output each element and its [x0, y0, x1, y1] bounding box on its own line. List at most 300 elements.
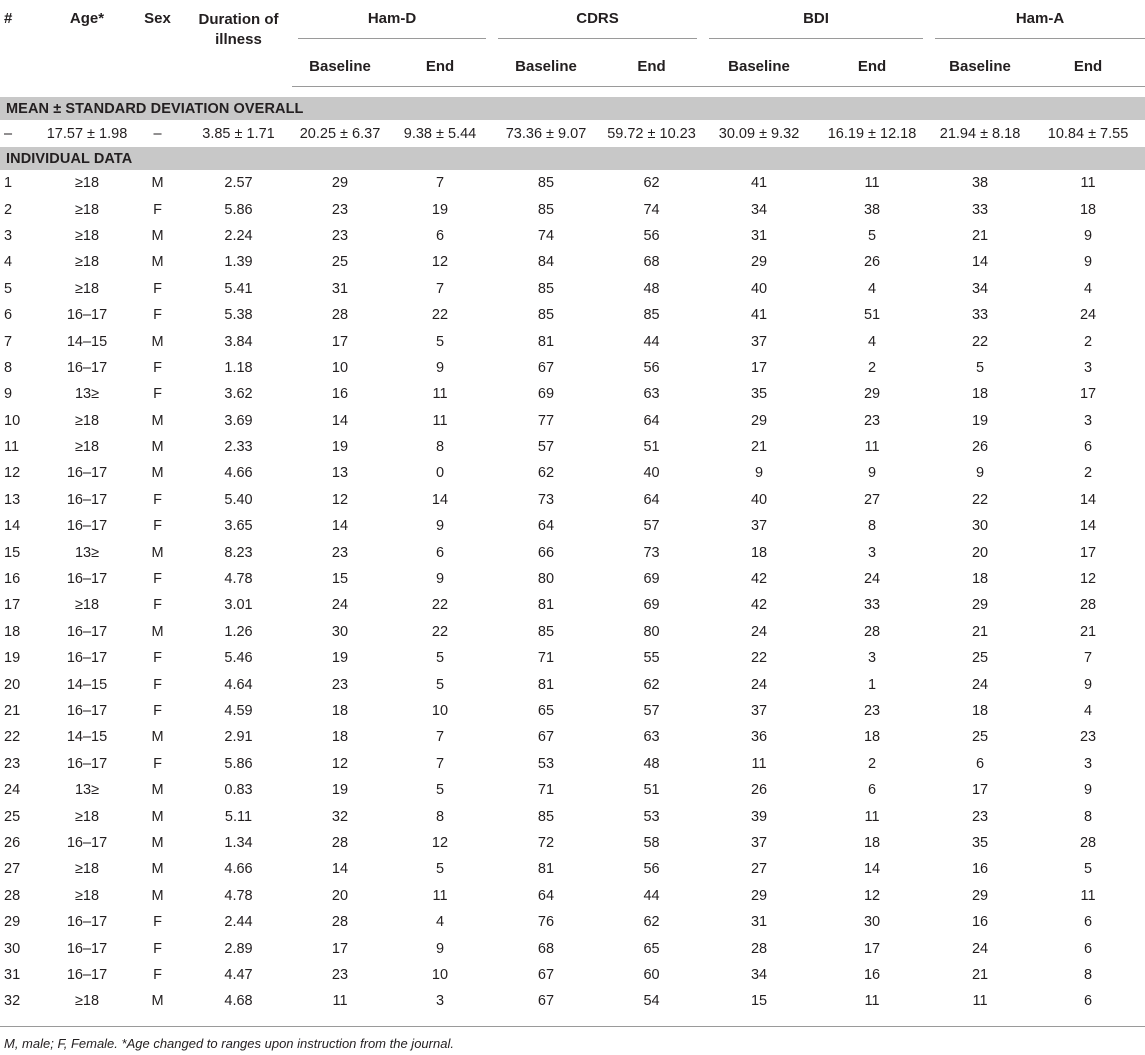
table-cell: 31: [4, 966, 21, 983]
table-cell: M: [151, 439, 164, 456]
table-bottom-rule: [0, 1026, 1145, 1027]
table-cell: 38: [863, 201, 881, 218]
table-cell: 11: [4, 439, 20, 456]
table-cell: 11: [864, 993, 880, 1010]
table-cell: 5.41: [224, 280, 253, 297]
table-cell: 14: [1079, 518, 1097, 535]
table-cell: 17: [971, 782, 989, 799]
table-row: [0, 935, 1145, 961]
table-cell: 16–17: [66, 307, 108, 324]
table-cell: F: [153, 280, 162, 297]
table-cell: 77: [537, 412, 555, 429]
table-cell: M: [151, 861, 164, 878]
table-cell: 22: [750, 650, 768, 667]
table-cell: 25: [971, 650, 989, 667]
table-cell: 4.66: [224, 465, 253, 482]
table-cell: 35: [750, 386, 768, 403]
table-cell: 44: [643, 333, 660, 350]
table-cell: 6: [435, 544, 445, 561]
table-cell: 16–17: [66, 834, 108, 851]
table-cell: 5.11: [224, 808, 253, 825]
table-cell: 19: [331, 439, 349, 456]
table-cell: 9: [975, 465, 985, 482]
table-cell: ≥18: [74, 861, 100, 878]
header-end: End: [600, 46, 703, 87]
table-cell: 76: [537, 914, 555, 931]
table-cell: 2.57: [224, 175, 253, 192]
header-group-cdrs: [492, 0, 703, 46]
table-cell: 3.65: [224, 518, 253, 535]
table-cell: 57: [643, 518, 660, 535]
table-cell: ≥18: [74, 412, 100, 429]
table-cell: 29: [971, 887, 989, 904]
table-cell: 62: [643, 175, 660, 192]
table-cell: 71: [537, 782, 555, 799]
table-cell: 13≥: [74, 782, 100, 799]
table-cell: 51: [643, 439, 660, 456]
table-cell: 66: [537, 544, 555, 561]
header-age: Age*: [69, 10, 105, 27]
table-row: [0, 170, 1145, 196]
table-cell: 2.24: [224, 227, 253, 244]
table-row: [0, 249, 1145, 275]
table-cell: F: [153, 755, 162, 772]
mean-row: [0, 120, 1145, 147]
table-cell: 51: [643, 782, 660, 799]
table-cell: 81: [537, 861, 555, 878]
table-cell: 30: [863, 914, 881, 931]
table-row: [0, 962, 1145, 988]
table-cell: 12: [1079, 571, 1097, 588]
table-cell: 30: [331, 623, 349, 640]
table-cell: M: [151, 782, 164, 799]
table-cell: 28: [331, 914, 349, 931]
table-cell: 4.78: [224, 571, 253, 588]
table-cell: 14: [331, 861, 349, 878]
table-cell: 16–17: [66, 914, 108, 931]
table-cell: 63: [643, 386, 660, 403]
table-row: [0, 619, 1145, 645]
table-cell: 69: [643, 571, 660, 588]
table-row: [0, 223, 1145, 249]
header-sex: Sex: [144, 10, 171, 27]
table-cell: 11: [332, 993, 348, 1010]
table-cell: 29: [863, 386, 881, 403]
table-cell: 0: [435, 465, 445, 482]
table-cell: 9: [435, 940, 445, 957]
table-cell: 19: [971, 412, 989, 429]
table-cell: M: [151, 254, 164, 271]
table-cell: 40: [643, 465, 660, 482]
table-cell: 36: [750, 729, 768, 746]
mean-cell: 21.94 ± 8.18: [939, 125, 1021, 142]
table-cell: 67: [537, 729, 555, 746]
table-cell: 85: [537, 623, 555, 640]
table-cell: 64: [643, 412, 660, 429]
table-row: [0, 592, 1145, 618]
table-cell: 32: [331, 808, 349, 825]
table-cell: 11: [864, 439, 880, 456]
table-cell: 9: [4, 386, 13, 403]
table-cell: 5: [1083, 861, 1093, 878]
table-cell: 1: [867, 676, 877, 693]
table-cell: 37: [750, 518, 768, 535]
table-cell: 29: [750, 254, 768, 271]
table-cell: 3.69: [224, 412, 253, 429]
table-cell: 9: [1083, 782, 1093, 799]
table-cell: 2: [867, 755, 877, 772]
table-cell: 80: [537, 571, 555, 588]
table-cell: 14: [4, 518, 21, 535]
table-cell: 18: [4, 623, 21, 640]
table-cell: 4: [1083, 280, 1093, 297]
table-cell: 23: [331, 227, 349, 244]
table-cell: 33: [863, 597, 881, 614]
table-cell: 37: [750, 703, 768, 719]
table-cell: 14: [331, 412, 349, 429]
table-cell: 10: [331, 359, 349, 376]
table-cell: 35: [971, 834, 989, 851]
table-cell: 64: [537, 518, 555, 535]
table-row: [0, 381, 1145, 407]
table-cell: 24: [750, 676, 768, 693]
section-overall: MEAN ± STANDARD DEVIATION OVERALL: [0, 97, 1145, 120]
table-cell: 17: [1079, 386, 1097, 403]
table-cell: 16–17: [66, 359, 108, 376]
table-cell: 23: [331, 676, 349, 693]
table-cell: 3: [867, 544, 877, 561]
table-cell: 40: [750, 491, 768, 508]
table-cell: 3: [4, 227, 13, 244]
table-cell: 53: [537, 755, 555, 772]
table-cell: 5: [435, 650, 445, 667]
table-cell: 37: [750, 333, 768, 350]
table-cell: 81: [537, 676, 555, 693]
table-cell: 24: [971, 940, 989, 957]
table-cell: 5.40: [224, 491, 253, 508]
table-cell: 53: [643, 808, 660, 825]
table-cell: 12: [431, 254, 449, 271]
table-cell: 5.46: [224, 650, 253, 667]
table-cell: F: [153, 676, 162, 693]
table-cell: ≥18: [74, 280, 100, 297]
table-cell: 85: [537, 175, 555, 192]
table-cell: ≥18: [74, 175, 100, 192]
table-cell: 9: [1083, 227, 1093, 244]
table-cell: 25: [4, 808, 21, 825]
table-footnote: M, male; F, Female. *Age changed to ranges upon instruction from the journal.: [4, 1036, 454, 1051]
header-group-ham-a: [929, 0, 1145, 46]
table-cell: 9: [867, 465, 877, 482]
table-cell: 16–17: [66, 465, 108, 482]
table-cell: 4.64: [224, 676, 253, 693]
table-cell: 9: [435, 518, 445, 535]
table-row: [0, 513, 1145, 539]
table-cell: ≥18: [74, 597, 100, 614]
table-cell: 11: [972, 993, 988, 1010]
table-cell: 29: [750, 887, 768, 904]
table-cell: 62: [643, 676, 660, 693]
table-cell: 18: [863, 834, 881, 851]
table-cell: 14: [971, 254, 989, 271]
table-cell: 12: [431, 834, 449, 851]
table-cell: 48: [643, 280, 660, 297]
table-cell: 24: [971, 676, 989, 693]
table-cell: 14–15: [66, 729, 108, 746]
table-cell: 5.38: [224, 307, 253, 324]
table-cell: 15: [750, 993, 768, 1010]
header-end: End: [815, 46, 929, 87]
table-cell: 23: [331, 966, 349, 983]
table-cell: 28: [4, 887, 21, 904]
table-cell: 6: [975, 755, 985, 772]
table-cell: 4: [435, 914, 445, 931]
table-cell: F: [153, 518, 162, 535]
table-cell: 24: [4, 782, 21, 799]
table-cell: 16–17: [66, 623, 108, 640]
table-cell: ≥18: [74, 808, 100, 825]
table-cell: 22: [971, 333, 989, 350]
table-cell: 2: [1083, 333, 1093, 350]
table-cell: 18: [331, 729, 349, 746]
table-cell: F: [153, 359, 162, 376]
table-cell: 48: [643, 755, 660, 772]
table-cell: M: [151, 729, 164, 746]
table-cell: 42: [750, 571, 768, 588]
table-cell: 56: [643, 861, 660, 878]
header-group-label: Ham-A: [935, 10, 1145, 39]
table-cell: F: [153, 307, 162, 324]
table-cell: 23: [4, 755, 21, 772]
table-cell: 3: [1083, 755, 1093, 772]
table-cell: 16–17: [66, 755, 108, 772]
table-cell: 58: [643, 834, 660, 851]
table-cell: 8: [867, 518, 877, 535]
table-cell: 72: [537, 834, 555, 851]
table-cell: 7: [4, 333, 13, 350]
mean-cell: –: [4, 125, 13, 142]
table-cell: 27: [750, 861, 768, 878]
table-cell: 29: [4, 914, 21, 931]
table-cell: 1.34: [224, 834, 253, 851]
table-cell: 10: [431, 703, 449, 719]
table-cell: 81: [537, 597, 555, 614]
table-cell: 85: [537, 808, 555, 825]
table-cell: 69: [537, 386, 555, 403]
table-cell: 85: [643, 307, 660, 324]
table-cell: 4.68: [224, 993, 253, 1010]
table-cell: 39: [750, 808, 768, 825]
table-cell: 6: [867, 782, 877, 799]
table-row: [0, 883, 1145, 909]
table-cell: 9: [435, 359, 445, 376]
table-row: [0, 724, 1145, 750]
table-cell: 11: [864, 808, 880, 825]
table-cell: 2.44: [224, 914, 253, 931]
table-cell: 67: [537, 966, 555, 983]
table-cell: M: [151, 227, 164, 244]
table-cell: 7: [435, 755, 445, 772]
table-cell: 18: [971, 571, 989, 588]
table-cell: 3.62: [224, 386, 253, 403]
table-cell: M: [151, 465, 164, 482]
table-cell: 11: [1080, 175, 1096, 192]
mean-cell: 59.72 ± 10.23: [607, 125, 696, 142]
table-cell: 56: [643, 227, 660, 244]
table-cell: 23: [1079, 729, 1097, 746]
table-cell: 16–17: [66, 703, 108, 719]
table-cell: 25: [971, 729, 989, 746]
table-cell: 11: [432, 887, 448, 904]
table-cell: 5: [975, 359, 985, 376]
table-cell: 84: [537, 254, 555, 271]
table-cell: 85: [537, 201, 555, 218]
table-cell: 22: [431, 597, 449, 614]
mean-cell: 73.36 ± 9.07: [505, 125, 587, 142]
table-cell: F: [153, 597, 162, 614]
table-cell: 8: [1083, 966, 1093, 983]
table-cell: 2: [867, 359, 877, 376]
table-cell: 15: [331, 571, 349, 588]
table-cell: ≥18: [74, 201, 100, 218]
table-cell: 29: [971, 597, 989, 614]
header-group-label: Ham-D: [298, 10, 486, 39]
table-cell: 44: [643, 887, 660, 904]
table-cell: 8.23: [224, 544, 253, 561]
header-end: End: [1031, 46, 1145, 87]
table-cell: 24: [863, 571, 881, 588]
table-cell: 18: [863, 729, 881, 746]
table-cell: 17: [331, 940, 349, 957]
table-cell: 23: [863, 703, 881, 719]
table-cell: 68: [537, 940, 555, 957]
table-cell: 3: [1083, 412, 1093, 429]
mean-cell: 16.19 ± 12.18: [827, 125, 917, 142]
table-cell: 27: [863, 491, 881, 508]
table-row: [0, 751, 1145, 777]
table-cell: 4.66: [224, 861, 253, 878]
table-cell: 21: [1079, 623, 1097, 640]
table-cell: 14: [863, 861, 881, 878]
mean-cell: 3.85 ± 1.71: [202, 125, 275, 142]
table-cell: 26: [863, 254, 881, 271]
table-row: [0, 460, 1145, 486]
table-cell: 8: [435, 439, 445, 456]
table-cell: 16–17: [66, 571, 108, 588]
mean-cell: 30.09 ± 9.32: [718, 125, 800, 142]
table-cell: 19: [331, 650, 349, 667]
header-num: #: [4, 10, 13, 27]
table-cell: 7: [435, 280, 445, 297]
table-cell: 3: [1083, 359, 1093, 376]
table-row: [0, 539, 1145, 565]
table-cell: 19: [331, 782, 349, 799]
table-cell: 7: [435, 729, 445, 746]
table-cell: 6: [435, 227, 445, 244]
table-row: [0, 328, 1145, 354]
header-baseline: Baseline: [492, 46, 600, 87]
table-cell: 71: [537, 650, 555, 667]
table-cell: 8: [4, 359, 13, 376]
table-cell: 3: [867, 650, 877, 667]
table-cell: 3: [435, 993, 445, 1010]
table-cell: 1: [4, 175, 13, 192]
header-baseline: Baseline: [703, 46, 815, 87]
table-cell: 21: [971, 966, 989, 983]
table-cell: 27: [4, 861, 21, 878]
table-cell: 31: [750, 914, 768, 931]
table-cell: 56: [643, 359, 660, 376]
table-cell: F: [153, 940, 162, 957]
table-cell: 30: [4, 940, 21, 957]
table-cell: 20: [4, 676, 21, 693]
table-cell: 17: [331, 333, 349, 350]
table-row: [0, 909, 1145, 935]
table-cell: M: [151, 834, 164, 851]
table-cell: 16: [4, 571, 21, 588]
table-cell: 37: [750, 834, 768, 851]
table-cell: F: [153, 650, 162, 667]
table-cell: 4: [867, 280, 877, 297]
table-cell: 10: [431, 966, 449, 983]
table-cell: F: [153, 386, 162, 403]
table-cell: 5.86: [224, 201, 253, 218]
table-cell: 73: [537, 491, 555, 508]
table-cell: 19: [431, 201, 449, 218]
table-cell: 64: [537, 887, 555, 904]
table-cell: 2.89: [224, 940, 253, 957]
table-cell: 16: [863, 966, 881, 983]
mean-cell: 10.84 ± 7.55: [1047, 125, 1129, 142]
table-cell: 4: [1083, 703, 1093, 719]
table-cell: 28: [750, 940, 768, 957]
table-cell: 73: [643, 544, 660, 561]
table-cell: 67: [537, 359, 555, 376]
header-baseline: Baseline: [929, 46, 1031, 87]
table-cell: M: [151, 887, 164, 904]
table-cell: 22: [431, 623, 449, 640]
table-cell: 20: [971, 544, 989, 561]
table-cell: 5: [435, 333, 445, 350]
table-cell: F: [153, 571, 162, 588]
table-cell: 68: [643, 254, 660, 271]
table-row: [0, 856, 1145, 882]
table-cell: 14: [431, 491, 449, 508]
table-cell: 20: [331, 887, 349, 904]
section-individual: INDIVIDUAL DATA: [0, 147, 1145, 170]
table-row: [0, 355, 1145, 381]
table-cell: 16–17: [66, 940, 108, 957]
table-cell: 12: [4, 465, 21, 482]
table-cell: 12: [331, 491, 349, 508]
table-cell: 62: [643, 914, 660, 931]
table-cell: 21: [4, 703, 21, 719]
table-cell: 5: [867, 227, 877, 244]
table-cell: 12: [331, 755, 349, 772]
table-row: [0, 566, 1145, 592]
table-cell: 42: [750, 597, 768, 614]
table-cell: 5: [435, 676, 445, 693]
table-cell: 1.18: [224, 359, 253, 376]
table-cell: 67: [537, 993, 555, 1010]
table-cell: 40: [750, 280, 768, 297]
table-cell: ≥18: [74, 227, 100, 244]
table-cell: 23: [971, 808, 989, 825]
table-cell: 7: [1083, 650, 1093, 667]
table-cell: 1.39: [224, 254, 253, 271]
table-row: [0, 434, 1145, 460]
table-cell: 24: [331, 597, 349, 614]
